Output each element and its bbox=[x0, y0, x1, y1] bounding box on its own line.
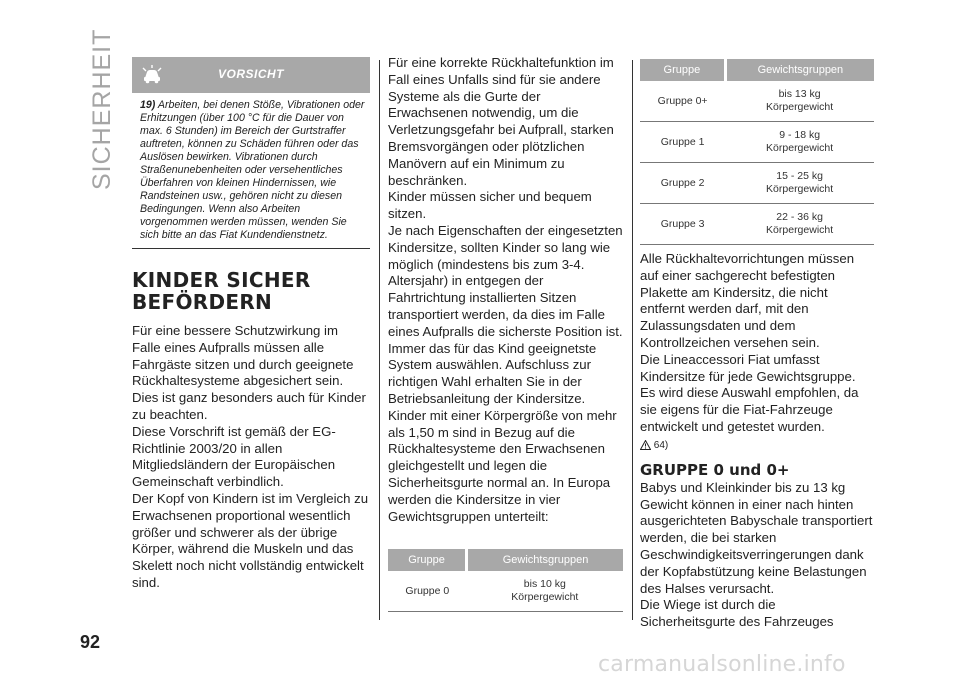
paragraph: Der Kopf von Kindern ist im Vergleich zu Erwachsenen proportional wesentlich größer und schwerer als der übrige Körper, während die Muskeln und das Skelett noch nicht vollständig entwickelt sind. bbox=[132, 490, 369, 590]
table-header-weight: Gewichtsgruppen bbox=[467, 549, 623, 571]
paragraph: Die Lineaccessori Fiat umfasst Kindersitze für jede Gewichtsgruppe. Es wird diese Auswahl empfohlen, da sie eigens für die Fiat-Fahrzeuge entwickelt und getestet wurden. bbox=[640, 351, 859, 434]
table-row: Gruppe 0+ bis 13 kg Körpergewicht bbox=[640, 81, 874, 122]
table-row: Gruppe 1 9 - 18 kg Körpergewicht bbox=[640, 122, 874, 163]
table-header-group: Gruppe bbox=[640, 59, 725, 81]
paragraph: Kinder müssen sicher und bequem sitzen. bbox=[388, 189, 592, 222]
page-number: 92 bbox=[80, 632, 101, 652]
weight-group-table-continued bbox=[640, 59, 874, 245]
warning-title: VORSICHT bbox=[217, 67, 284, 81]
section-title-gruppe: GRUPPE 0 und 0+ bbox=[640, 460, 790, 479]
paragraph: Immer das für das Kind geeignetste System auswählen. Aufschluss zur richtigen Wahl erhalten Sie in der Betriebsanleitung der Kindersitze. bbox=[388, 340, 597, 406]
paragraph: Die Wiege ist durch die Sicherheitsgurte des Fahrzeuges bbox=[640, 597, 834, 630]
paragraph: Kinder mit einer Körpergröße von mehr als 1,50 m sind in Bezug auf die Rückhaltesysteme den Erwachsenen gleichgestellt und legen die Sicherheitsgurte normal an. In Europa werden die Kindersitze in vier Gewichtsgruppen unterteilt: bbox=[388, 407, 617, 524]
paragraph: Alle Rückhaltevorrichtungen müssen auf einer sachgerecht befestigten Plakette am Kindersitz, die nicht entfernt werden darf, mit den Zulassungsdaten und dem Kontrollzeichen versehen sein. bbox=[640, 251, 855, 350]
section-side-title: SICHERHEIT bbox=[88, 28, 116, 190]
warning-triangle-icon bbox=[640, 440, 651, 450]
paragraph: Für eine korrekte Rückhaltefunktion im Fall eines Unfalls sind für sie andere Systeme als die Gurte der Erwachsenen notwendig, um die Verletzungsgefahr bei Aufprall, starken Bremsvorgängen oder plötzlichen Manövern auf ein Minimum zu beschränken. bbox=[388, 55, 614, 188]
reference-note bbox=[640, 440, 874, 454]
table-row: Gruppe 3 22 - 36 kg Körpergewicht bbox=[640, 204, 874, 245]
table-header-weight: Gewichtsgruppen bbox=[725, 59, 874, 81]
column-1 bbox=[132, 55, 370, 592]
watermark: carmanualsonline.info bbox=[598, 652, 846, 677]
table-row: Gruppe 0 bis 10 kg Körpergewicht bbox=[388, 571, 623, 612]
column-2 bbox=[388, 55, 623, 612]
column-3 bbox=[640, 55, 874, 631]
column-divider bbox=[632, 60, 633, 620]
paragraph: Babys und Kleinkinder bis zu 13 kg Gewicht können in einer nach hinten ausgerichteten Babyschale transportiert werden, die bei starken Geschwindigkeitsverringerungen dank der Kopfabstützung keine Belastungen des Halses verursacht. bbox=[640, 479, 873, 596]
section-title-kinder: KINDER SICHER BEFÖRDERN bbox=[132, 268, 311, 314]
reference-number: 64) bbox=[653, 439, 669, 451]
paragraph: Diese Vorschrift ist gemäß der EG-Richtlinie 2003/20 in allen Mitgliedsländern der Europäischen Gemeinschaft verbindlich. bbox=[132, 423, 336, 490]
warning-text: Arbeiten, bei denen Stöße, Vibrationen oder Erhitzungen (über 100 °C für die Dauer von max. 6 Stunden) im Bereich der Gurtstraffer auftreten, können zu Schäden führen oder das Auslösen bewirken. Vibrationen durch Straßenunebenheiten oder versehentliches Überfahren von kleinen Hindernissen, wie Randsteinen usw., gehören nicht zu diesen Bedingungen. Wenn also Arbeiten vorgenommen werden müssen, wenden Sie sich bitte an das Fiat Kundendienstnetz. bbox=[140, 99, 365, 241]
warning-header bbox=[132, 57, 370, 93]
table-header-group: Gruppe bbox=[388, 549, 467, 571]
table-row: Gruppe 2 15 - 25 kg Körpergewicht bbox=[640, 163, 874, 204]
weight-group-table bbox=[388, 549, 623, 612]
paragraph: Dies ist ganz besonders auch für Kinder zu beachten. bbox=[132, 390, 366, 422]
column-divider bbox=[379, 60, 380, 620]
paragraph: Für eine bessere Schutzwirkung im Falle eines Aufpralls müssen alle Fahrgäste sitzen und durch geeignete Rückhaltesysteme abgesichert sein. bbox=[132, 323, 354, 389]
paragraph: Je nach Eigenschaften der eingesetzten Kindersitze, sollten Kinder so lang wie möglich (mindestens bis zum 3-4. Altersjahr) in entgegen der Fahrtrichtung installierten Sitzen transportiert werden, da dies im Falle eines Aufpralls die sicherste Position ist. bbox=[388, 222, 623, 339]
warning-body bbox=[132, 93, 370, 249]
warning-number: 19) bbox=[140, 99, 156, 111]
